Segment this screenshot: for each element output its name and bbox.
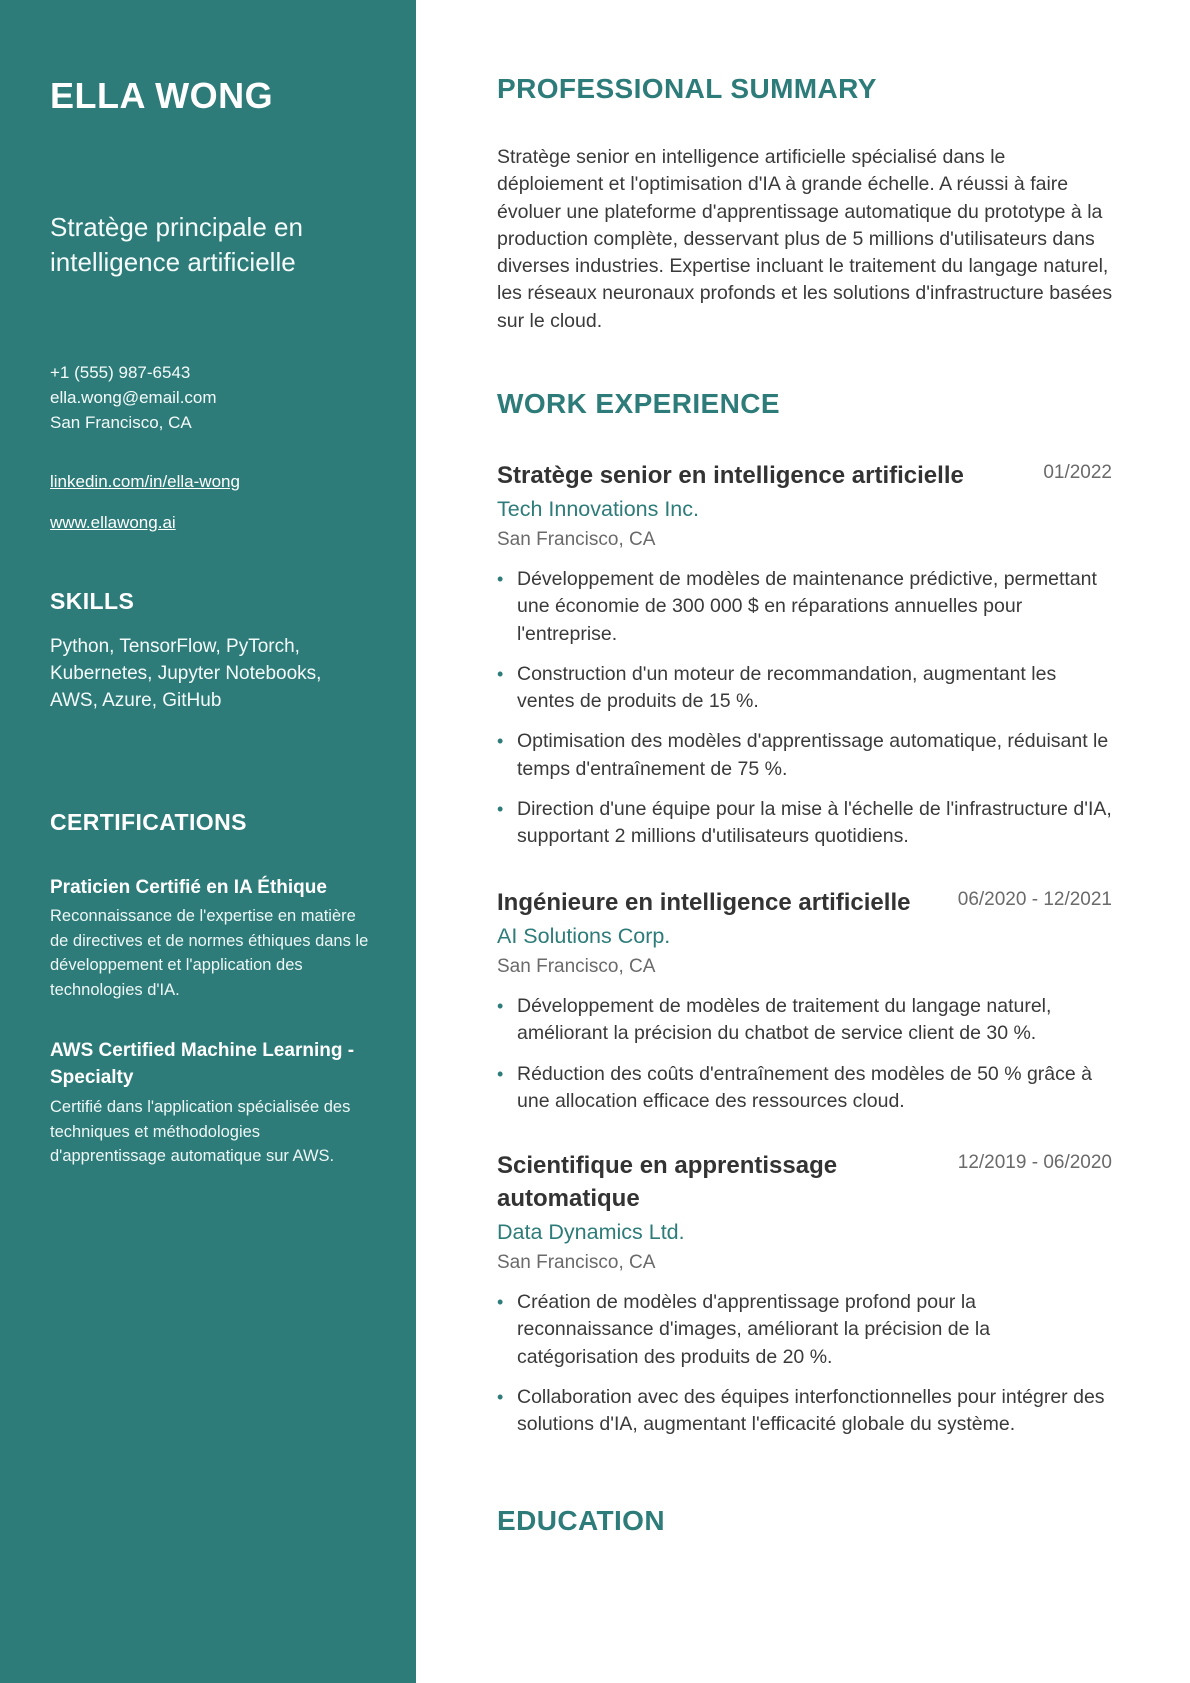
bullet-text: Construction d'un moteur de recommandation, augmentant les ventes de produits de 15 %.: [517, 662, 1057, 713]
job-bullets: [497, 993, 1112, 1115]
bullet-icon: •: [497, 1063, 504, 1084]
list-item: [497, 566, 1112, 648]
company-name: Tech Innovations Inc.: [497, 497, 699, 521]
bullet-text: Création de modèles d'apprentissage profond pour la reconnaissance d'images, améliorant la précision de la catégorisation des produits de 20 %.: [517, 1291, 991, 1368]
certification-description: Certifié dans l'application spécialisée des techniques et méthodologies d'apprentissage automatique sur AWS.: [50, 1098, 351, 1165]
job-header: [497, 459, 1112, 492]
bullet-icon: •: [497, 731, 504, 752]
job-bullets: [497, 1289, 1112, 1438]
bullet-icon: •: [497, 663, 504, 684]
certifications-heading: CERTIFICATIONS: [50, 809, 247, 835]
job-date: 12/2019 - 06/2020: [957, 1152, 1112, 1173]
location: San Francisco, CA: [50, 413, 192, 432]
bullet-text: Développement de modèles de traitement du langage naturel, améliorant la précision du chatbot de service client de 30 %.: [517, 995, 1052, 1045]
job-header: [497, 1149, 1112, 1215]
bullet-icon: •: [497, 1386, 504, 1407]
phone-number: +1 (555) 987-6543: [50, 363, 191, 382]
skills-list: Python, TensorFlow, PyTorch, Kubernetes, Jupyter Notebooks, AWS, Azure, GitHub: [50, 636, 322, 711]
education-heading: EDUCATION: [497, 1505, 665, 1536]
list-item: [497, 993, 1112, 1048]
summary-heading: PROFESSIONAL SUMMARY: [497, 73, 877, 104]
experience-heading: WORK EXPERIENCE: [497, 388, 780, 419]
sidebar: [0, 0, 416, 1683]
candidate-title: Stratège principale en intelligence artificielle: [50, 212, 303, 277]
job-date: 06/2020 - 12/2021: [957, 889, 1112, 910]
job-title: Ingénieure en intelligence artificielle: [497, 889, 911, 916]
bullet-icon: •: [497, 799, 504, 820]
certification-title: AWS Certified Machine Learning - Specialty: [50, 1040, 355, 1088]
bullet-icon: •: [497, 996, 504, 1016]
list-item: [497, 661, 1112, 716]
certification-title: Praticien Certifié en IA Éthique: [50, 877, 327, 898]
bullet-text: Développement de modèles de maintenance prédictive, permettant une économie de 300 000 $ en réparations annuelles pour l'entreprise.: [517, 568, 1097, 645]
contact-info: [50, 360, 380, 435]
summary-text: Stratège senior en intelligence artificielle spécialisé dans le déploiement et l'optimisation d'IA à grande échelle. A réussi à faire évoluer une plateforme d'apprentissage automatique du prototype à la production complète, desservant plus de 5 millions d'utilisateurs dans diverses industries. Expertise incluant le traitement du langage naturel, les réseaux neuronaux profonds et les solutions d'infrastructure basées sur le cloud.: [497, 146, 1113, 332]
website-link[interactable]: www.ellawong.ai: [50, 513, 176, 532]
job-bullets: [497, 566, 1112, 851]
bullet-text: Réduction des coûts d'entraînement des modèles de 50 % grâce à une allocation efficace des ressources cloud.: [517, 1062, 1092, 1112]
bullet-text: Optimisation des modèles d'apprentissage automatique, réduisant le temps d'entraînement de 75 %.: [517, 730, 1109, 780]
job-entry: [497, 1149, 1112, 1451]
list-item: [497, 796, 1112, 851]
list-item: [497, 728, 1112, 783]
bullet-text: Direction d'une équipe pour la mise à l'échelle de l'infrastructure d'IA, supportant 2 millions d'utilisateurs quotidiens.: [517, 798, 1112, 848]
list-item: [497, 1384, 1112, 1439]
list-item: [497, 1289, 1112, 1371]
bullet-icon: •: [497, 1292, 504, 1312]
bullet-text: Collaboration avec des équipes interfonctionnelles pour intégrer des solutions d'IA, augmentant l'efficacité globale du système.: [517, 1385, 1105, 1436]
job-title: Scientifique en apprentissage automatique: [497, 1152, 838, 1212]
linkedin-link[interactable]: linkedin.com/in/ella-wong: [50, 472, 240, 491]
job-date: 01/2022: [1043, 462, 1112, 483]
candidate-name: ELLA WONG: [50, 75, 274, 116]
job-entry: [497, 886, 1112, 1128]
company-name: Data Dynamics Ltd.: [497, 1220, 685, 1244]
job-title: Stratège senior en intelligence artificielle: [497, 462, 964, 489]
job-header: [497, 886, 1112, 919]
email-address: ella.wong@email.com: [50, 388, 217, 407]
company-name: AI Solutions Corp.: [497, 924, 671, 948]
job-entry: [497, 459, 1112, 864]
job-location: San Francisco, CA: [497, 1252, 656, 1273]
skills-heading: SKILLS: [50, 588, 135, 614]
job-location: San Francisco, CA: [497, 956, 656, 977]
certification-description: Reconnaissance de l'expertise en matière de directives et de normes éthiques dans le développement et l'application des technologies d'IA.: [50, 907, 369, 999]
list-item: [497, 1061, 1112, 1116]
bullet-icon: •: [497, 569, 504, 589]
job-location: San Francisco, CA: [497, 529, 656, 550]
